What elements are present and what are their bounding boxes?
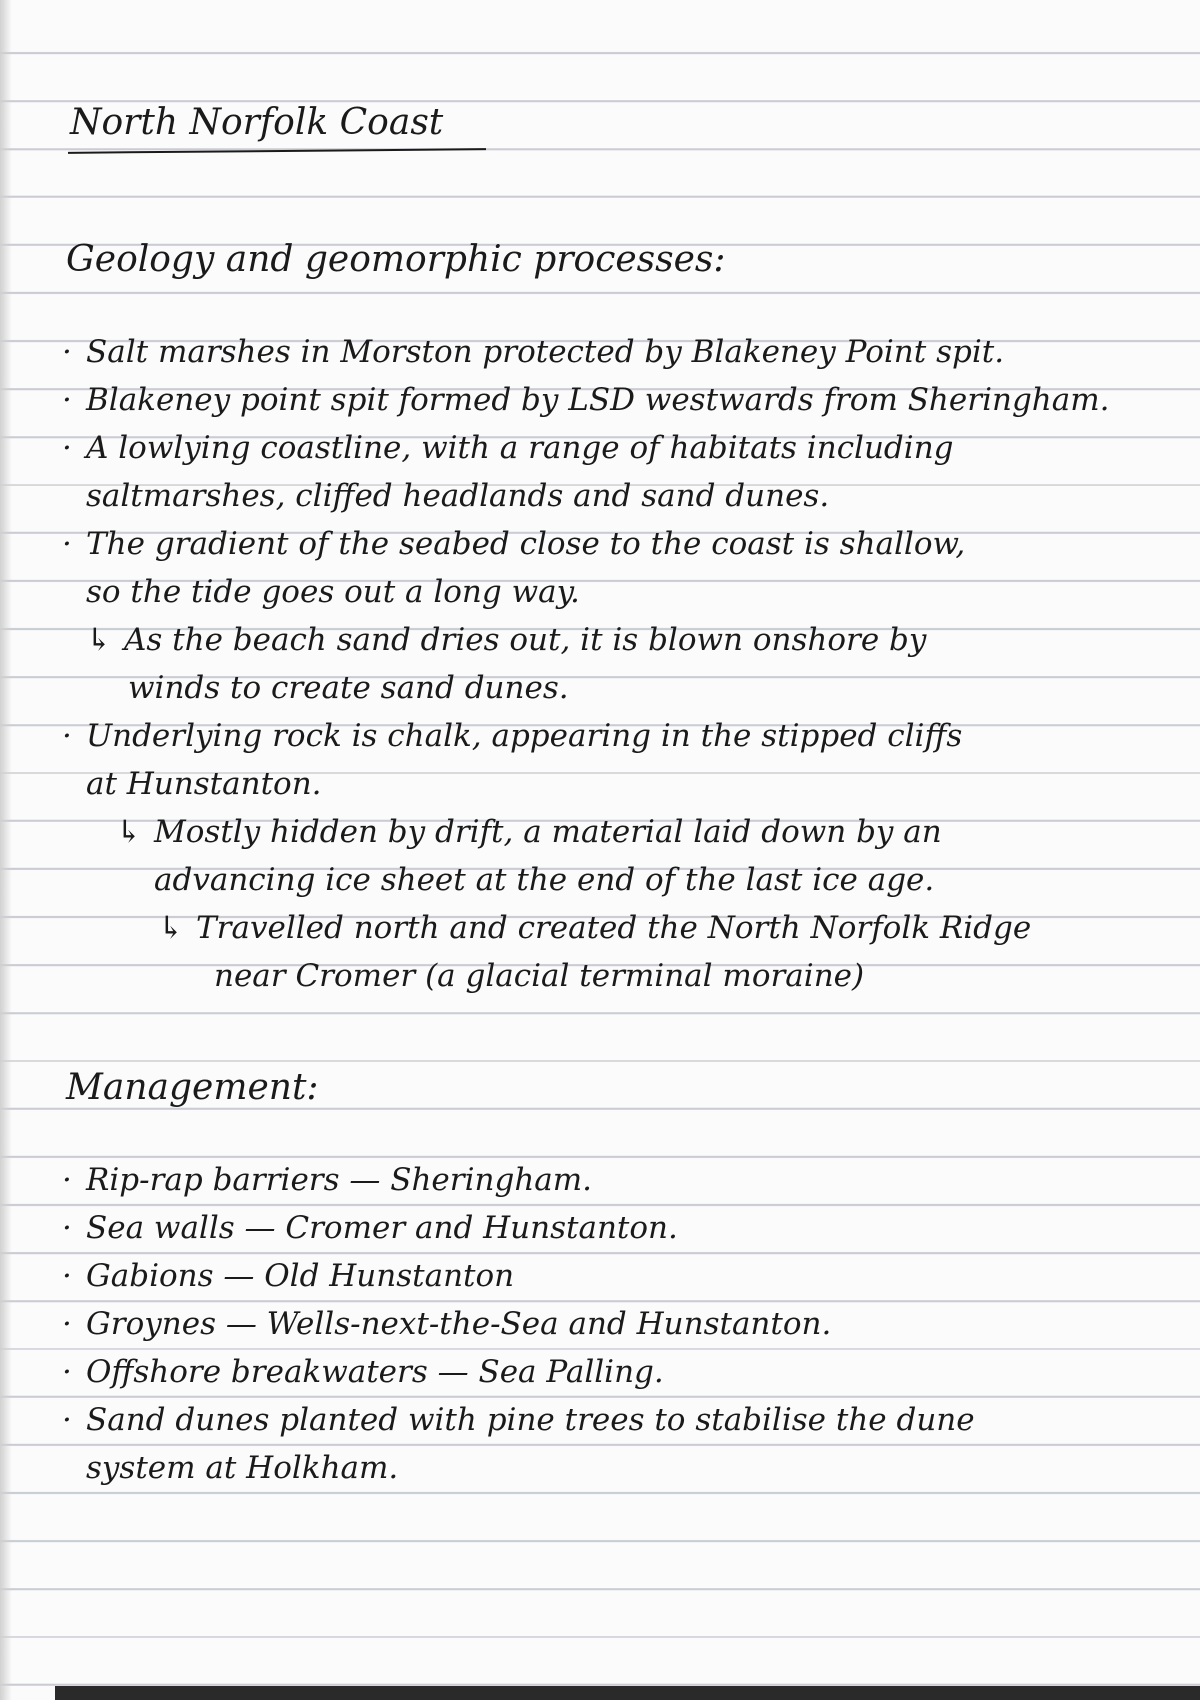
page-title: North Norfolk Coast <box>70 102 444 143</box>
bullet-marker: · <box>62 334 72 370</box>
arrow-marker-icon: ↳ <box>116 814 142 850</box>
management-line-text: Sand dunes planted with pine trees to stabilise the dune <box>86 1402 975 1438</box>
geology-line-continuation: at Hunstanton. <box>86 766 322 802</box>
management-line-text: Gabions — Old Hunstanton <box>86 1258 515 1294</box>
arrow-marker-icon: ↳ <box>158 910 184 946</box>
bullet-marker: · <box>62 1258 72 1294</box>
geology-line-text: As the beach sand dries out, it is blown onshore by <box>124 622 927 658</box>
geology-line-continuation: winds to create sand dunes. <box>128 670 569 706</box>
management-line-text: Rip-rap barriers — Sheringham. <box>86 1162 593 1198</box>
geology-heading: Geology and geomorphic processes: <box>66 239 726 280</box>
geology-subpoint-2 <box>116 812 942 852</box>
management-item-6 <box>62 1400 975 1440</box>
arrow-marker-icon: ↳ <box>86 622 112 658</box>
management-line-text: Offshore breakwaters — Sea Palling. <box>86 1354 664 1390</box>
geology-line-text: Underlying rock is chalk, appearing in the stipped cliffs <box>86 718 963 754</box>
management-item-1 <box>62 1160 592 1200</box>
geology-line-text: The gradient of the seabed close to the coast is shallow, <box>86 526 966 562</box>
bullet-marker: · <box>62 430 72 466</box>
geology-line-continuation: saltmarshes, cliffed headlands and sand dunes. <box>86 478 830 514</box>
geology-item-2 <box>62 380 1109 420</box>
management-heading: Management: <box>66 1067 319 1108</box>
geology-subpoint-3 <box>158 908 1031 948</box>
bullet-marker: · <box>62 1210 72 1246</box>
geology-line-continuation: so the tide goes out a long way. <box>86 574 580 610</box>
management-line-text: Sea walls — Cromer and Hunstanton. <box>86 1210 678 1246</box>
title-underline <box>68 148 486 154</box>
management-item-5 <box>62 1352 664 1392</box>
geology-line-text: Salt marshes in Morston protected by Blakeney Point spit. <box>86 334 1005 370</box>
geology-line-continuation: near Cromer (a glacial terminal moraine) <box>214 958 865 994</box>
geology-item-3 <box>62 428 954 468</box>
management-item-3 <box>62 1256 514 1296</box>
management-item-4 <box>62 1304 831 1344</box>
geology-item-4 <box>62 524 965 564</box>
management-item-2 <box>62 1208 678 1248</box>
geology-line-text: Mostly hidden by drift, a material laid down by an <box>154 814 942 850</box>
bullet-marker: · <box>62 1306 72 1342</box>
bullet-marker: · <box>62 526 72 562</box>
geology-line-text: A lowlying coastline, with a range of habitats including <box>86 430 954 466</box>
bullet-marker: · <box>62 1354 72 1390</box>
geology-subpoint-1 <box>86 620 926 660</box>
geology-line-text: Travelled north and created the North Norfolk Ridge <box>196 910 1032 946</box>
geology-item-5 <box>62 716 962 756</box>
geology-item-1 <box>62 332 1004 372</box>
bullet-marker: · <box>62 718 72 754</box>
bullet-marker: · <box>62 382 72 418</box>
bullet-marker: · <box>62 1162 72 1198</box>
management-line-text: Groynes — Wells-next-the-Sea and Hunstanton. <box>86 1306 832 1342</box>
geology-line-continuation: advancing ice sheet at the end of the last ice age. <box>154 862 935 898</box>
management-line-continuation: system at Holkham. <box>86 1450 399 1486</box>
bullet-marker: · <box>62 1402 72 1438</box>
geology-line-text: Blakeney point spit formed by LSD westwards from Sheringham. <box>86 382 1110 418</box>
